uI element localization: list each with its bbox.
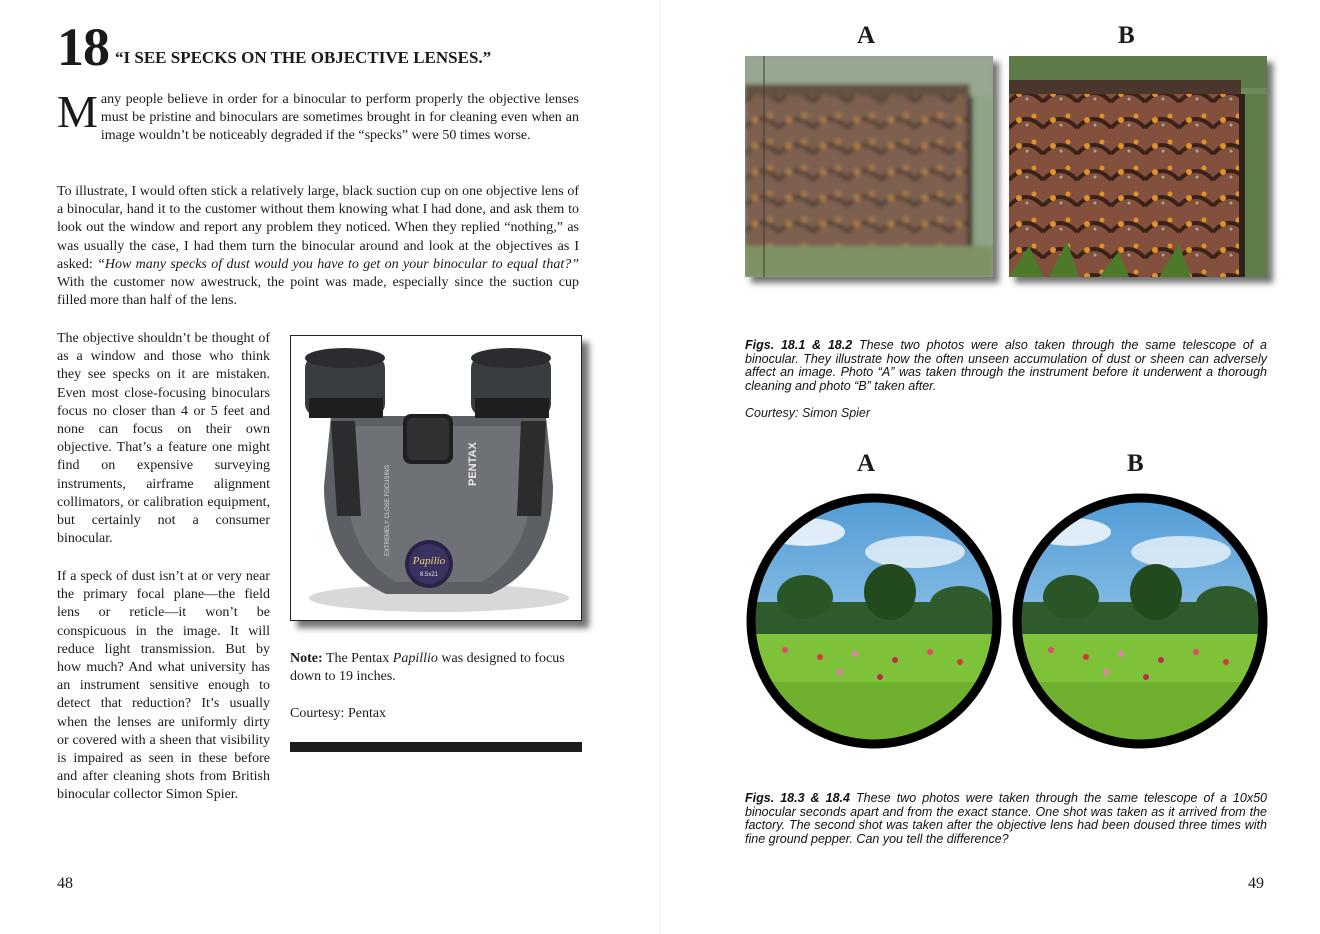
paragraph-text: With the customer now awestruck, the point was made, especially since the suction cup filled more than half of the lens. <box>57 275 579 309</box>
caption-text: These two photos were taken through the same telescope of a 10x50 binocular seconds apart and from the exact stance. One shot was taken as it arrived from the factory. The second shot was taken after the objective lens had been doused three times with fine ground pepper. Can you tell the difference? <box>745 791 1267 847</box>
caption-text: These two photos were also taken through the same telescope of a binocular. They illustrate how the often unseen accumulation of dust or sheen can adversely affect an image. Photo “A” was taken through the instrument before it underwent a thorough cleaning and photo “B” taken after. <box>745 338 1267 394</box>
caption-courtesy: Courtesy: Simon Spier <box>745 406 871 420</box>
note-model: Papillio <box>392 651 438 666</box>
page-number-left: 48 <box>57 875 73 892</box>
paragraph-speck-of-dust: If a speck of dust isn’t at or very near the primary focal plane—the field lens or reticle—it won’t be conspicuous in the image. It will reduce light transmission. But by how much? And what university has an instrument sensitive enough to detect that reduction? It’s usually when the lenses are uniformly dirty or covered with a sheen that visibility is impaired as seen in these before and after cleaning shots from British binocular collector Simon Spier. <box>57 569 270 803</box>
note-label: Note: <box>290 651 323 666</box>
roof-photo-b-image <box>1009 56 1267 277</box>
figure-label-b-bottom: B <box>1127 450 1144 477</box>
page-number-right: 49 <box>1248 875 1264 892</box>
paragraph-quote: “How many specks of dust would you have to get on your binocular to equal that?” <box>97 256 579 272</box>
paragraph-intro-text: any people believe in order for a binocular to perform properly the objective lenses must be pristine and binoculars are sometimes brought in for cleaning even when an image wouldn’t be noticeably degraded if the “specks” were 50 times worse. <box>100 92 579 144</box>
lens-view-photo-b <box>1011 492 1269 750</box>
badge-spec: 8.5x21 <box>419 572 439 578</box>
roof-photo-a <box>745 56 993 277</box>
lens-view-b-image <box>1011 492 1269 750</box>
note-text: was designed to focus down to 19 inches. <box>290 651 565 685</box>
caption-figs-18-1-18-2 <box>745 339 1267 394</box>
figure-label-a-bottom: A <box>857 450 876 477</box>
roof-photo-a-image <box>745 56 993 277</box>
chapter-title: “I SEE SPECKS ON THE OBJECTIVE LENSES.” <box>115 48 492 67</box>
note-text: The Pentax <box>322 651 393 666</box>
lens-view-photo-a <box>745 492 1003 750</box>
caption-label: Figs. 18.1 & 18.2 <box>745 338 853 352</box>
caption-label: Figs. 18.3 & 18.4 <box>745 791 850 805</box>
caption-figs-18-3-18-4 <box>745 792 1267 847</box>
badge-model: Papilio <box>412 555 446 567</box>
lens-view-a-image <box>745 492 1003 750</box>
brand-label: PENTAX <box>467 442 479 486</box>
roof-photo-b <box>1009 56 1267 277</box>
figure-label-a-top: A <box>857 22 876 49</box>
paragraph-text: To illustrate, I would often stick a relatively large, black suction cup on one objective lens of a binocular, hand it to the customer without them knowing what I had done, and ask them to look out the window and report any problem they noticed. When they replied “nothing,” as was usually the case, I had them turn the binocular around and look at the objectives as I asked: <box>57 184 579 272</box>
paragraph-objective-window: The objective shouldn’t be thought of as a window and those who think they see specks on it are mistaken. Even most close-focusing binoculars focus no closer than 4 or 5 feet and none can focus on their own objective. That’s a feature one might find on expensive surveying instruments, airframe alignment collimators, or calibration equipment, but certainly not a consumer binocular. <box>57 331 270 547</box>
drop-cap: M <box>57 86 98 137</box>
chapter-number: 18 <box>57 17 109 77</box>
figure-label-b-top: B <box>1118 22 1135 49</box>
body-side-text: EXTREMELY CLOSE FOCUSING <box>385 464 391 556</box>
photo-courtesy: Courtesy: Pentax <box>290 706 387 721</box>
